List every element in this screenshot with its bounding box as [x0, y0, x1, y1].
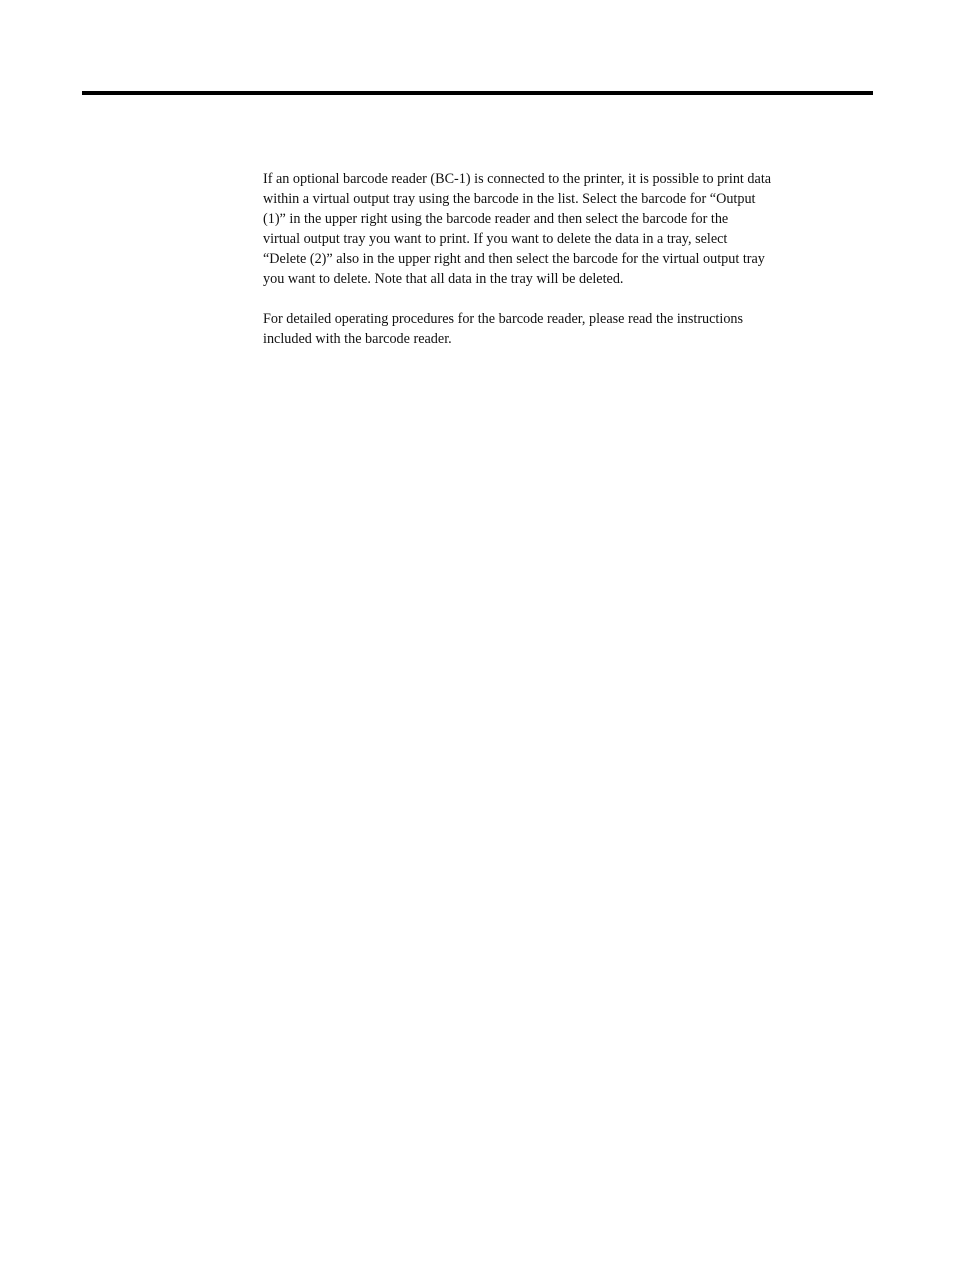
header-rule: [82, 91, 873, 95]
paragraph-reader-instructions: [263, 309, 863, 349]
text-line: For detailed operating procedures for the barcode reader, please read the instructions: [263, 311, 744, 327]
document-body: [263, 169, 863, 349]
text-line: “Delete (2)” also in the upper right and then select the barcode for the virtual output tray: [263, 251, 765, 267]
text-line: (1)” in the upper right using the barcode reader and then select the barcode for the: [263, 211, 729, 227]
text-line: If an optional barcode reader (BC-1) is connected to the printer, it is possible to print data: [263, 171, 772, 187]
paragraph-barcode-usage: [263, 169, 863, 289]
text-line: included with the barcode reader.: [263, 331, 452, 347]
text-line: virtual output tray you want to print. If you want to delete the data in a tray, select: [263, 231, 728, 247]
text-line: within a virtual output tray using the barcode in the list. Select the barcode for “Output: [263, 191, 756, 207]
text-line: you want to delete. Note that all data in the tray will be deleted.: [263, 271, 624, 287]
